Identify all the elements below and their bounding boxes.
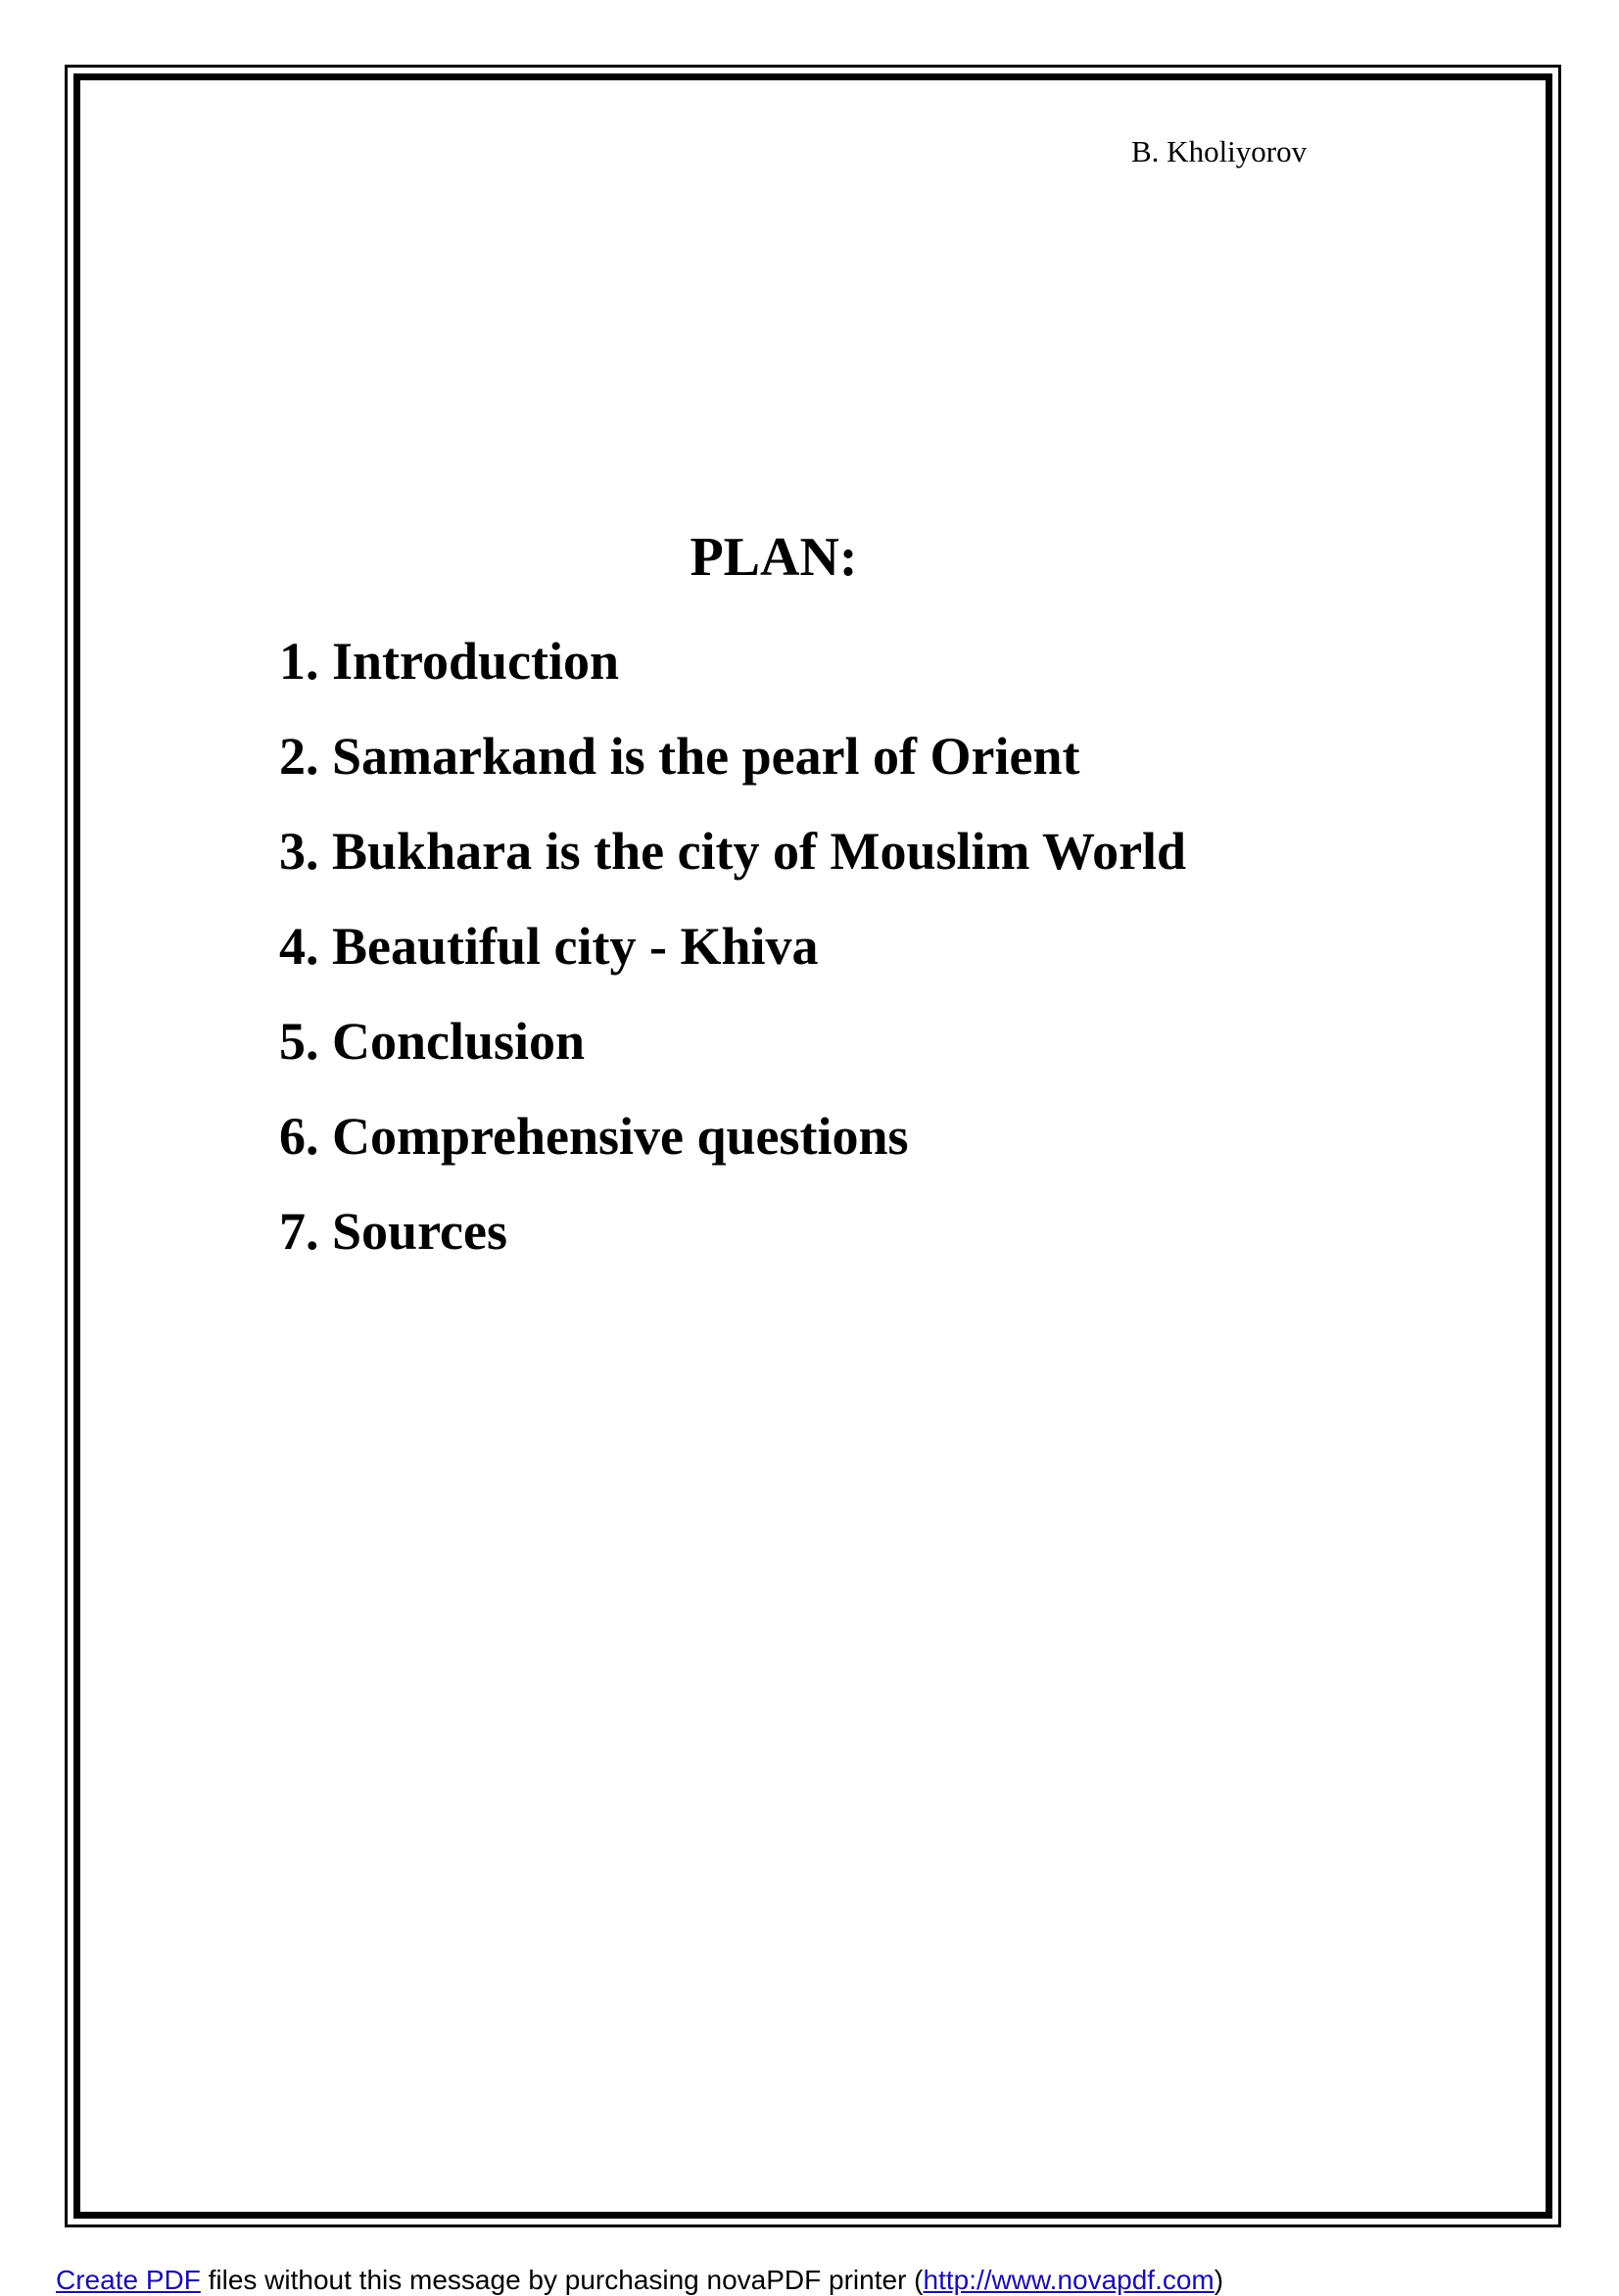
plan-item-sources [279,1200,1186,1295]
plan-item-text: Beautiful city - Khiva [332,917,819,976]
plan-item-bukhara [279,820,1186,915]
footer-close-paren: ) [1214,2265,1224,2295]
plan-item-number: 2. [279,727,319,786]
plan-item-number: 4. [279,917,319,976]
plan-item-number: 7. [279,1202,319,1261]
plan-item-text: Comprehensive questions [332,1107,909,1166]
plan-item-introduction [279,630,1186,725]
plan-item-text: Bukhara is the city of Mouslim World [332,822,1187,881]
plan-item-samarkand [279,725,1186,820]
plan-item-khiva [279,915,1186,1010]
pdf-footer-notice [56,2265,1223,2296]
plan-list [279,630,1186,1295]
create-pdf-link[interactable]: Create PDF [56,2265,201,2295]
plan-item-number: 1. [279,632,319,691]
plan-item-conclusion [279,1010,1186,1105]
plan-title: PLAN: [690,527,858,588]
plan-item-text: Samarkand is the pearl of Orient [332,727,1080,786]
plan-item-number: 5. [279,1012,319,1071]
novapdf-url-link[interactable]: http://www.novapdf.com [923,2265,1214,2295]
plan-item-text: Introduction [332,632,620,691]
plan-item-number: 6. [279,1107,319,1166]
plan-item-number: 3. [279,822,319,881]
plan-item-text: Conclusion [332,1012,586,1071]
footer-message: files without this message by purchasing novaPDF printer ( [200,2265,924,2295]
plan-item-questions [279,1105,1186,1200]
author-name: B. Kholiyorov [1131,134,1308,168]
plan-item-text: Sources [332,1202,508,1261]
